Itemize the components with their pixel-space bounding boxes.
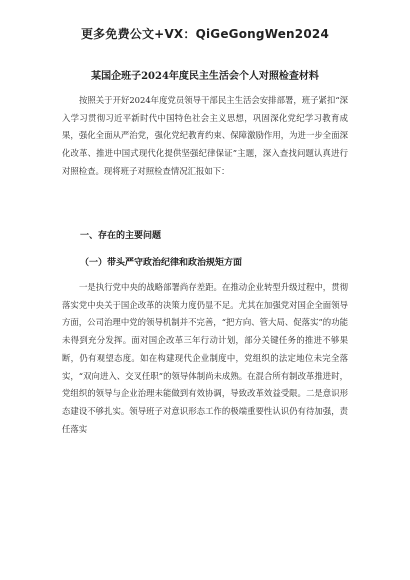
document-title: 某国企班子2024年度民主生活会个人对照检查材料 (91, 71, 319, 82)
section-heading: 一、存在的主要问题 (80, 231, 162, 241)
promo-banner: 更多免费公文+VX：QiGeGongWen2024 (80, 27, 329, 41)
intro-paragraph: 按照关于开好2024年度党员领导干部民主生活会安排部署，班子紧扣“深入学习贯彻习近平新时代中国特色社会主义思想，巩固深化党纪学习教育成果，强化全面从严治党，强化党纪教育约束、保障激励作用，为进一步全面深化改革、推进中国式现代化提供坚强纪律保证”主题，深入查找问题认真进行对照检查。现将班子对照检查情况汇报如下： (62, 95, 348, 176)
subsection-heading: （一）带头严守政治纪律和政治规矩方面 (80, 258, 243, 268)
body-paragraph: 一是执行党中央的战略部署尚存差距。在推动企业转型升级过程中，贯彻落实党中央关于国企改革的决策力度仍显不足。尤其在加强党对国企全面领导方面，公司治理中党的领导机制并不完善，“把方向、管大局、促落实”的功能未得到充分发挥。面对国企改革三年行动计划，部分关键任务的推进不够果断，仍有观望态度。如在构建现代企业制度中，党组织的法定地位未完全落实，“双向进入、交叉任职”的领导体制尚未成熟。在混合所有制改革推进时，党组织的领导与企业治理未能做到有效协调，导致改革效益受限。二是意识形态建设不够扎实。领导班子对意识形态工作的极端重要性认识仍有待加强，责任落实 (62, 282, 348, 434)
